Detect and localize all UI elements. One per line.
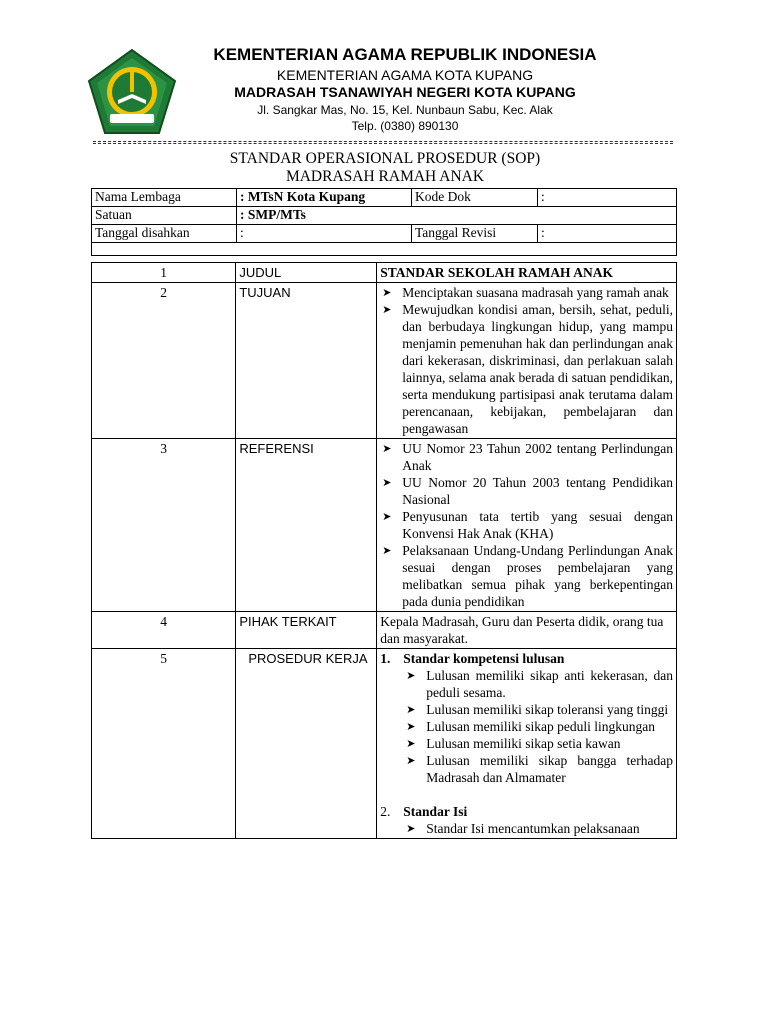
label-nama-lembaga: Nama Lembaga <box>92 189 237 207</box>
info-table <box>91 188 677 256</box>
row-label: PIHAK TERKAIT <box>236 612 377 649</box>
row-label: REFERENSI <box>236 439 377 612</box>
kemenag-logo <box>86 48 178 136</box>
sop-row-pihak-terkait <box>92 612 677 649</box>
section-title: Standar Isi <box>403 804 468 819</box>
info-row-spacer <box>92 243 677 256</box>
row-number: 3 <box>92 439 236 612</box>
section-number: 1. <box>380 651 391 666</box>
list-item: ➤ Lulusan memiliki sikap toleransi yang tinggi <box>380 701 673 718</box>
letterhead-divider-2 <box>93 143 673 144</box>
sop-row-prosedur <box>92 649 677 839</box>
info-row-lembaga <box>92 189 677 207</box>
list-item: ➤ Lulusan memiliki sikap peduli lingkungan <box>380 718 673 735</box>
letterhead-divider <box>93 141 673 142</box>
doc-subtitle: MADRASAH RAMAH ANAK <box>285 168 485 185</box>
list-item: ➤ Lulusan memiliki sikap setia kawan <box>380 735 673 752</box>
value-tanggal-disahkan: : <box>237 225 412 243</box>
list-item: ➤ Lulusan memiliki sikap anti kekerasan, dan peduli sesama. <box>380 667 673 701</box>
section-heading <box>380 803 673 820</box>
row-content <box>377 283 677 439</box>
sop-row-tujuan <box>92 283 677 439</box>
value-kode-dok: : <box>538 189 677 207</box>
sop-table <box>91 262 677 839</box>
row-number: 1 <box>92 263 236 283</box>
info-row-satuan <box>92 207 677 225</box>
label-satuan: Satuan <box>92 207 237 225</box>
info-row-tanggal <box>92 225 677 243</box>
list-item: ➤ UU Nomor 20 Tahun 2003 tentang Pendidikan Nasional <box>380 474 673 508</box>
row-number: 4 <box>92 612 236 649</box>
letterhead-address: Jl. Sangkar Mas, No. 15, Kel. Nunbaun Sabu, Kec. Alak <box>257 103 553 117</box>
row-title: STANDAR SEKOLAH RAMAH ANAK <box>377 263 677 283</box>
list-item: ➤ Standar Isi mencantumkan pelaksanaan <box>380 820 673 837</box>
letterhead-phone: Telp. (0380) 890130 <box>351 119 459 133</box>
label-kode-dok: Kode Dok <box>412 189 538 207</box>
value-satuan: : SMP/MTs <box>237 207 677 225</box>
row-number: 5 <box>92 649 236 839</box>
letterhead-school: MADRASAH TSANAWIYAH NEGERI KOTA KUPANG <box>234 84 576 100</box>
sop-row-referensi <box>92 439 677 612</box>
value-tanggal-revisi: : <box>538 225 677 243</box>
value-nama-lembaga: : MTsN Kota Kupang <box>237 189 412 207</box>
section-number: 2. <box>380 804 391 819</box>
list-item: ➤ Mewujudkan kondisi aman, bersih, sehat, peduli, dan berbudaya lingkungan hidup, yang mampu menjamin pemenuhan hak dan perlindungan anak dari kekerasan, diskriminasi, dan perlakuan salah lainnya, selama anak berada di satuan pendidikan, serta mendukung partisipasi anak terutama dalam perencanaan, kebijakan, pembelajaran dan pengawasan <box>380 301 673 437</box>
row-text: Kepala Madrasah, Guru dan Peserta didik, orang tua dan masyarakat. <box>377 612 677 649</box>
row-label: TUJUAN <box>236 283 377 439</box>
row-label: PROSEDUR KERJA <box>236 649 377 839</box>
list-item: ➤ Penyusunan tata tertib yang sesuai dengan Konvensi Hak Anak (KHA) <box>380 508 673 542</box>
row-number: 2 <box>92 283 236 439</box>
row-label: JUDUL <box>236 263 377 283</box>
list-item: ➤ Lulusan memiliki sikap bangga terhadap Madrasah dan Almamater <box>380 752 673 786</box>
sop-row-judul <box>92 263 677 283</box>
letterhead-office: KEMENTERIAN AGAMA KOTA KUPANG <box>276 67 534 83</box>
section-heading <box>380 650 673 667</box>
list-item: ➤ Pelaksanaan Undang-Undang Perlindungan Anak sesuai dengan proses pembelajaran yang melibatkan semua pihak yang berkepentingan pada dunia pendidikan <box>380 542 673 610</box>
doc-title: STANDAR OPERASIONAL PROSEDUR (SOP) <box>229 150 541 167</box>
list-item: ➤ Menciptakan suasana madrasah yang ramah anak <box>380 284 673 301</box>
row-content <box>377 649 677 839</box>
letterhead-ministry: KEMENTERIAN AGAMA REPUBLIK INDONESIA <box>213 45 597 64</box>
row-content <box>377 439 677 612</box>
label-tanggal-revisi: Tanggal Revisi <box>412 225 538 243</box>
label-tanggal-disahkan: Tanggal disahkan <box>92 225 237 243</box>
list-item: ➤ UU Nomor 23 Tahun 2002 tentang Perlindungan Anak <box>380 440 673 474</box>
section-title: Standar kompetensi lulusan <box>403 651 565 666</box>
